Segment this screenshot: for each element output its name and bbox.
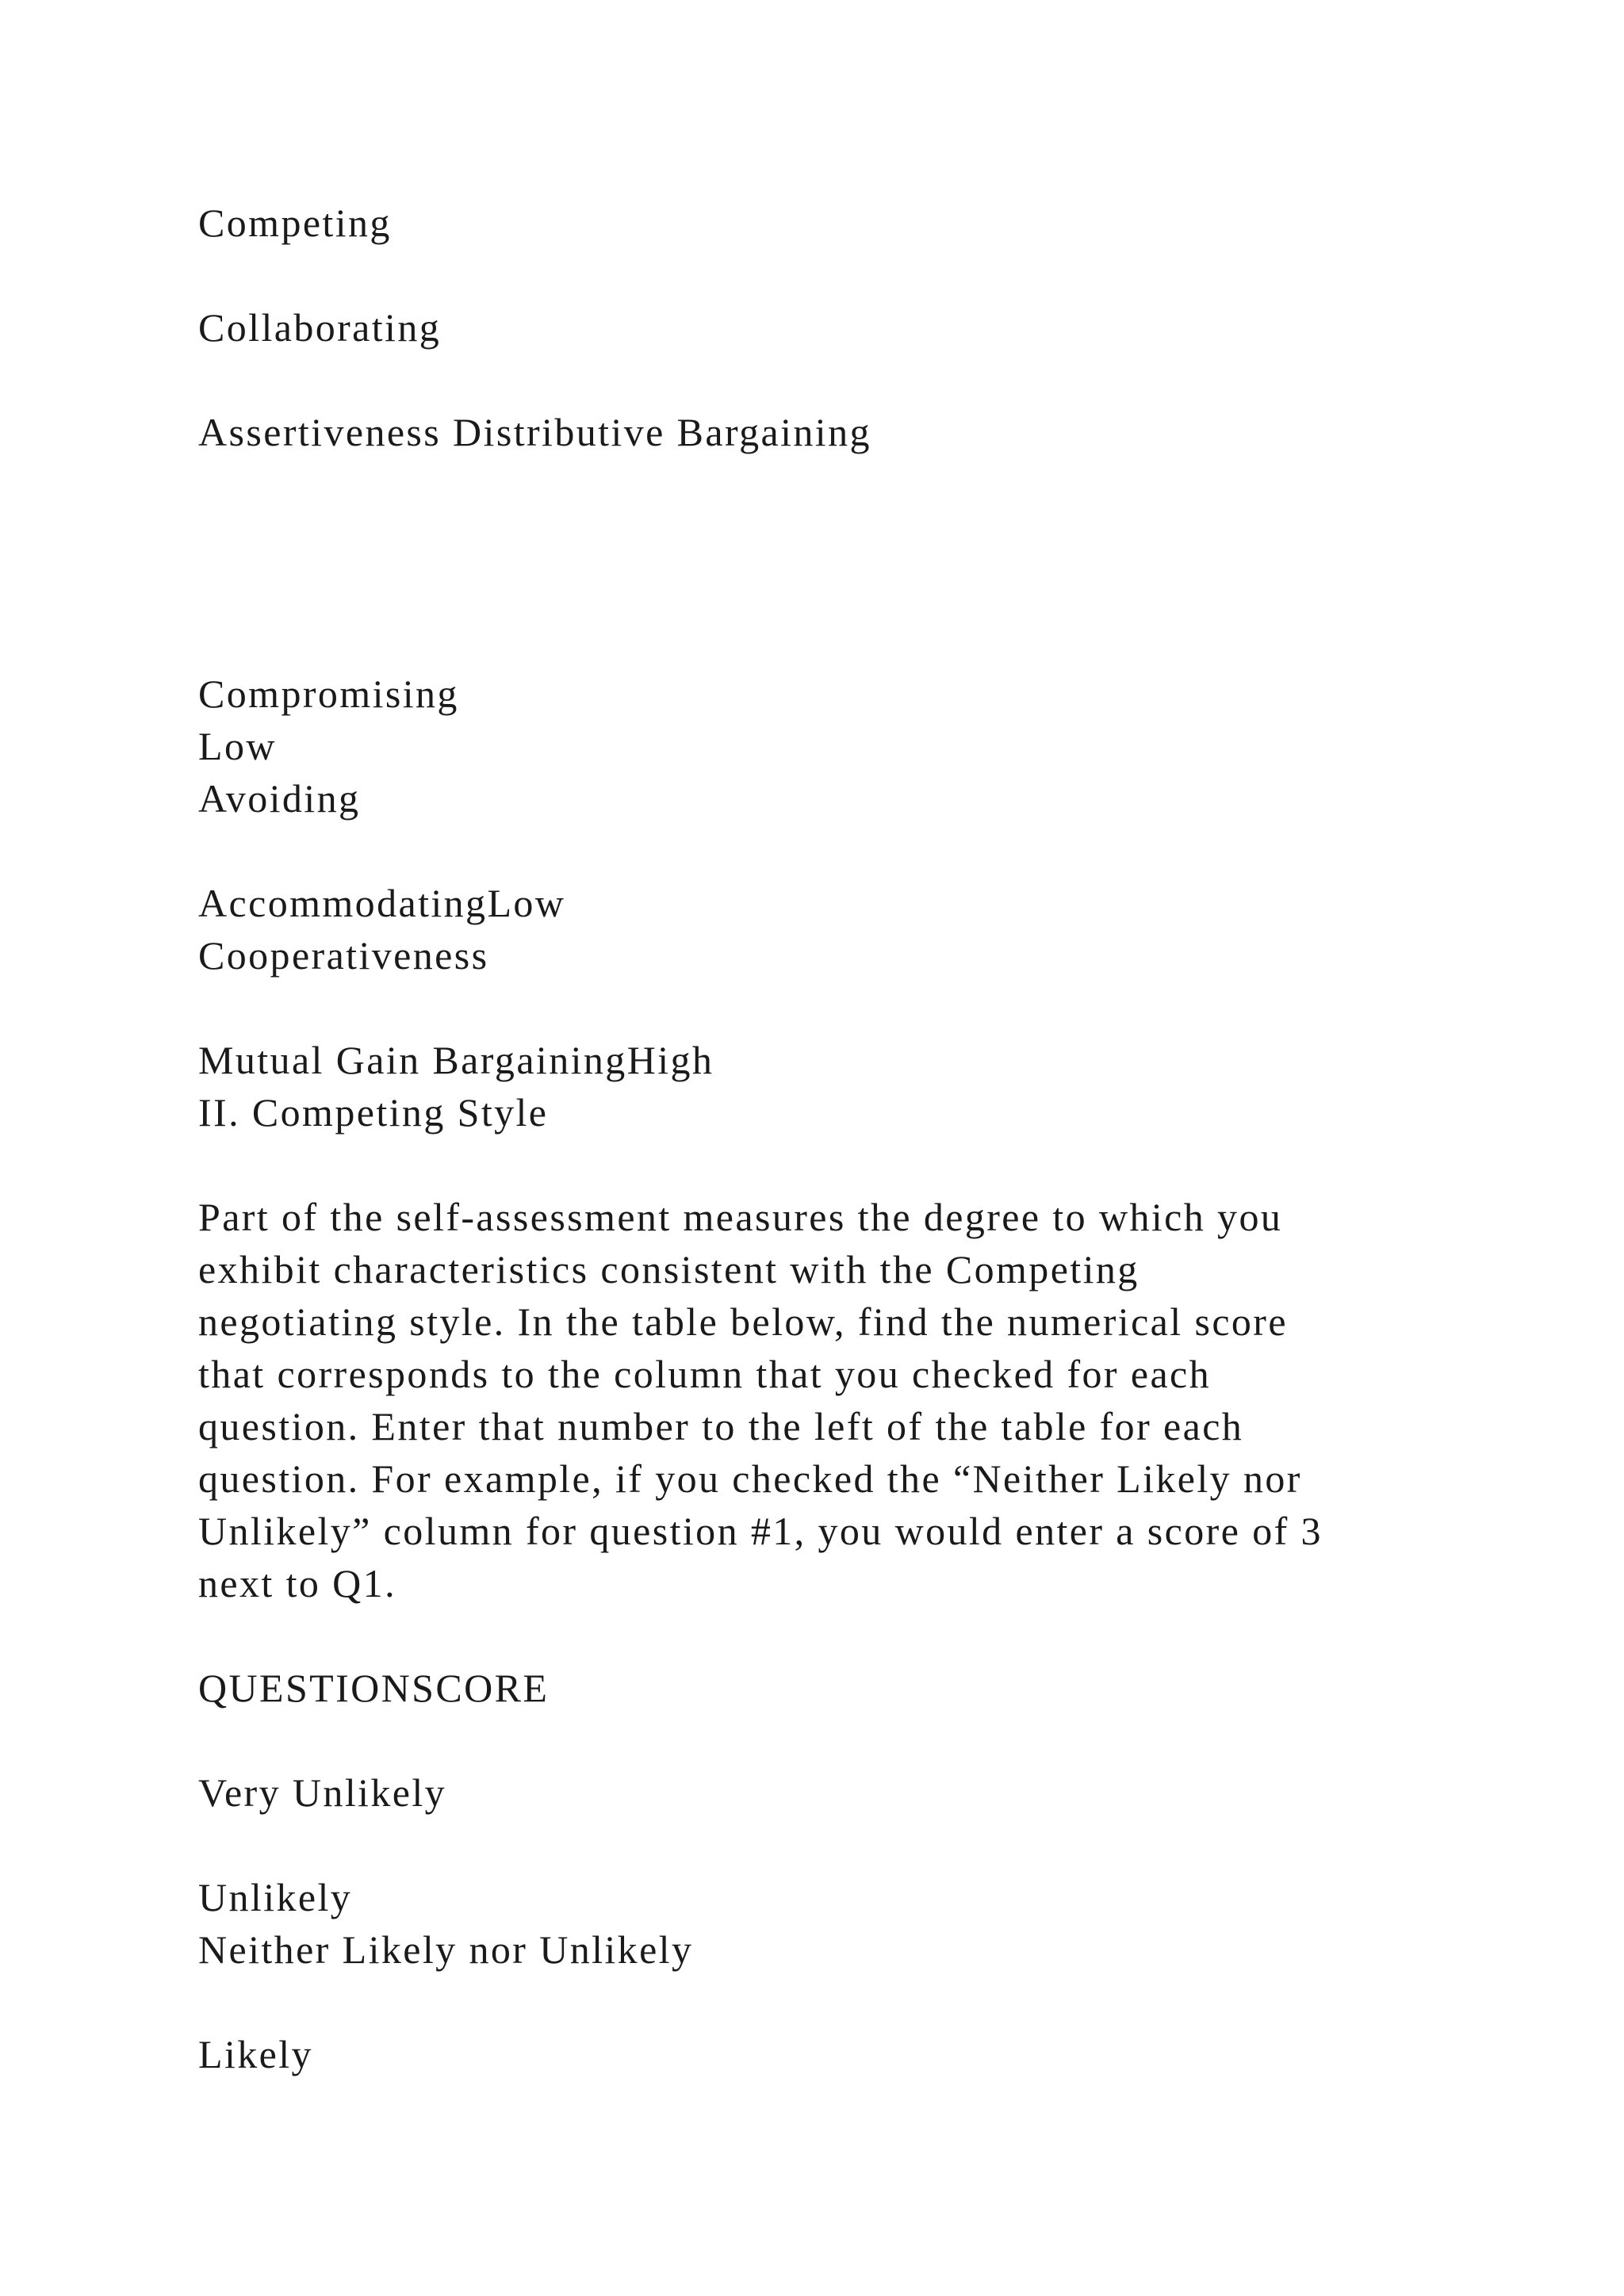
scale-neither: Neither Likely nor Unlikely [198, 1927, 694, 1972]
paragraph-line: that corresponds to the column that you checked for each [198, 1352, 1212, 1396]
label-accommodating-low: AccommodatingLow [198, 881, 566, 925]
scale-unlikely: Unlikely [198, 1875, 353, 1919]
scale-very-unlikely: Very Unlikely [198, 1770, 447, 1815]
label-assertiveness: Assertiveness Distributive Bargaining [198, 410, 871, 454]
paragraph-line: question. Enter that number to the left of the table for each [198, 1404, 1244, 1448]
paragraph-line: question. For example, if you checked the “Neither Likely nor [198, 1456, 1302, 1501]
label-cooperativeness: Cooperativeness [198, 933, 489, 978]
label-competing: Competing [198, 201, 392, 245]
paragraph-line: negotiating style. In the table below, find the numerical score [198, 1299, 1288, 1344]
paragraph-line: next to Q1. [198, 1561, 396, 1605]
section-heading: II. Competing Style [198, 1090, 549, 1135]
paragraph-line: Unlikely” column for question #1, you would enter a score of 3 [198, 1509, 1323, 1553]
label-mutual-gain: Mutual Gain BargainingHigh [198, 1038, 714, 1082]
label-compromising: Compromising [198, 672, 459, 716]
paragraph-line: Part of the self-assessment measures the degree to which you [198, 1195, 1283, 1239]
label-low: Low [198, 724, 277, 768]
label-avoiding: Avoiding [198, 776, 361, 821]
table-header: QUESTIONSCORE [198, 1666, 550, 1710]
paragraph-line: exhibit characteristics consistent with the Competing [198, 1247, 1139, 1292]
label-collaborating: Collaborating [198, 305, 442, 350]
scale-likely: Likely [198, 2032, 313, 2076]
